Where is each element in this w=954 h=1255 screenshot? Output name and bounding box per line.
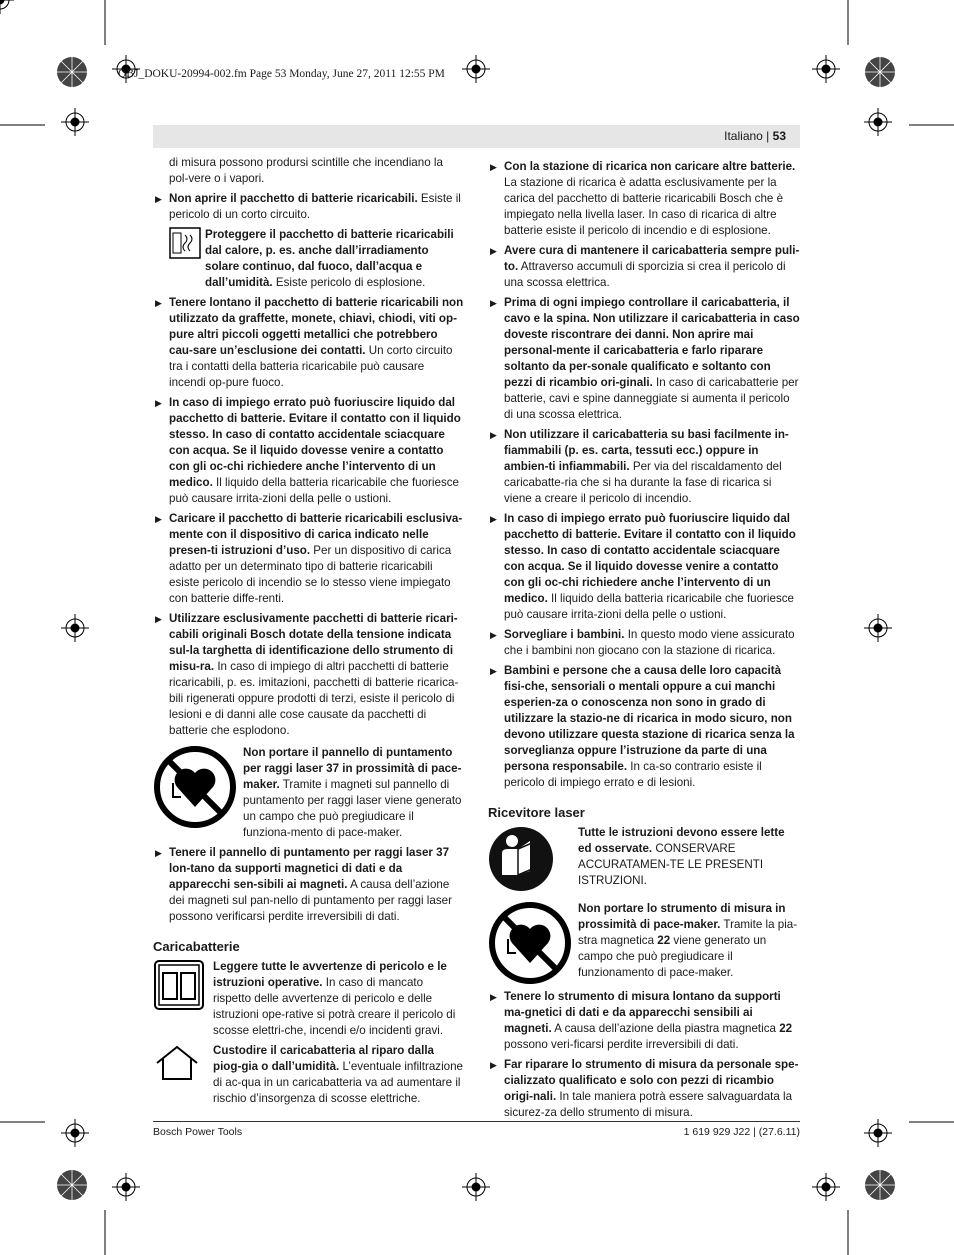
list-item: ▶ Con la stazione di ricarica non caricare altre batterie. La stazione di ricarica è adatta esclusivamente per la carica del pacchetto di batterie ricaricabili Bosch che è impiegato nella livella laser. In caso di ricarica di altre batterie esiste il pericolo di incendio e di esplosione. — [490, 160, 796, 237]
read-instructions-item: Tutte le istruzioni devono essere lette ed osservate. CONSERVARE ACCURATAMEN-TE LE PRESENTI ISTRUZIONI. — [488, 825, 800, 893]
footer-doc-number: 1 619 929 J22 | (27.6.11) — [683, 1126, 800, 1138]
list-item: ▶ Tenere il pannello di puntamento per raggi laser 37 lon-tano da supporti magnetici di dati e da apparecchi sen-sibili ai magneti. A causa dell’azione dei magneti sul pan-nello di puntamento per raggi laser possono verificarsi perdite irreversibili di dati. — [155, 846, 452, 923]
list-item: ▶ Prima di ogni impiego controllare il caricabatteria, il cavo e la spina. Non utilizzare il caricabatteria in caso doveste riscontrare dei danni. Non aprire mai personal-mente il caricabatteria e farlo riparare soltanto da per-sonale qualificato e soltanto con pezzi di ricambio ori-ginali. In caso di caricabatterie per batterie, cavi e spine danneggiate si aumenta il pericolo di una scossa elettrica. — [490, 296, 800, 421]
pacemaker-prohibited-icon — [488, 901, 572, 985]
left-column — [153, 155, 464, 1107]
section-heading: Ricevitore laser — [488, 805, 585, 820]
list-item: ▶ In caso di impiego errato può fuoriuscire liquido dal pacchetto di batterie. Evitare il contatto con il liquido stesso. In caso di contatto accidentale sciacquare con acqua. Se il liquido dovesse venire a contatto con gli oc-chi richiedere anche l’intervento di un medico. Il liquido della batteria ricaricabile che fuoriesce può causare irrita-zioni della pelle o ustioni. — [155, 396, 461, 505]
continued-text: di misura possono prodursi scintille che incendiano la pol-vere o i vapori. — [169, 156, 443, 185]
list-item: ▶ Sorvegliare i bambini. In questo modo viene assicurato che i bambini non giocano con la stazione di ricarica. — [490, 628, 795, 657]
section-heading: Caricabatterie — [153, 939, 240, 954]
list-item: ▶ Tenere lontano il pacchetto di batterie ricaricabili non utilizzato da graffette, monete, chiavi, chiodi, viti op-pure altri piccoli oggetti metallici che potrebbero cau-sare un’esclusione dei contatti. Un corto circuito tra i contatti della batteria ricaricabile può causare incendi op-pure fuoco. — [155, 296, 464, 389]
list-item: ▶ Far riparare lo strumento di misura da personale spe-cializzato qualificato e solo con pezzi di ricambio origi-nali. In tale maniera potrà essere salvaguardata la sicurez-za dello strumento di misura. — [490, 1058, 799, 1119]
indoor-warning-item: Custodire il caricabatteria al riparo dalla piog-gia o dall’umidità. L’eventuale infiltrazione di ac-qua in un caricabatteria va ad aumentare il rischio d’insorgenza di scosse elettriche. — [153, 1043, 464, 1107]
footer-brand: Bosch Power Tools — [153, 1126, 243, 1138]
file-info-line: OBJ_DOKU-20994-002.fm Page 53 Monday, June 27, 2011 12:55 PM — [118, 68, 445, 80]
list-item: ▶ Non aprire il pacchetto di batterie ricaricabili. Esiste il pericolo di un corto circuito. — [155, 192, 461, 221]
list-item: ▶ Utilizzare esclusivamente pacchetti di batterie ricari-cabili originali Bosch dotate della tensione indicata sul-la targhetta di identificazione dello strumento di misu-ra. In caso di impiego di altri pacchetti di batterie ricaricabili, p. es. imitazioni, pacchetti di batterie ricarica-bili rigenerati oppure prodotti di terzi, esiste il pericolo di lesioni e di danni alle cose causate da pacchetti di batterie che esplodono. — [155, 612, 459, 737]
list-item: ▶ Caricare il pacchetto di batterie ricaricabili esclusiva-mente con il dispositivo di carica indicato nelle presen-ti istruzioni d’uso. Per un dispositivo di carica adatto per un determinato tipo di batterie ricaricabili esiste pericolo di incendio se lo stesso viene impiegato con batterie diffe-renti. — [155, 512, 463, 605]
read-manual-icon — [153, 959, 205, 1011]
pacemaker-warning-item: Non portare il pannello di puntamento per raggi laser 37 in prossimità di pace-maker. Tramite i magneti sul pannello di puntamento per raggi laser viene generato un campo che può pregiudicare il funziona-mento di pace-maker. — [153, 745, 464, 841]
pacemaker-prohibited-icon — [153, 745, 237, 829]
list-item: ▶ Bambini e persone che a causa delle loro capacità fisi-che, sensoriali o mentali oppure a cui manchi esperien-za o conoscenza non sono in grado di utilizzare la stazio-ne di ricarica in modo sicuro, non devono utilizzare questa stazione di ricarica senza la sorveglianza oppure l’istruzione da parte di una persona responsabile. In ca-so contrario esiste il pericolo di impiego errato e di lesioni. — [490, 664, 795, 789]
list-item: ▶ In caso di impiego errato può fuoriuscire liquido dal pacchetto di batterie. Evitare il contatto con il liquido stesso. In caso di contatto accidentale sciacquare con acqua. Se il liquido dovesse venire a contatto con gli oc-chi richiedere anche l’intervento di un medico. Il liquido della batteria ricaricabile che fuoriesce può causare irrita-zioni della pelle o ustioni. — [490, 512, 796, 621]
pacemaker-warning-item: Non portare lo strumento di misura in prossimità di pace-maker. Tramite la pia-stra magnetica 22 viene generato un campo che può pregiudicare il funzionamento di pace-maker. — [488, 901, 800, 985]
right-column — [488, 155, 800, 1121]
page-number: 53 — [772, 129, 786, 143]
read-instructions-icon — [488, 825, 572, 893]
indoor-use-icon — [153, 1043, 205, 1083]
list-item: ▶ Non utilizzare il caricabatteria su basi facilmente in-fiammabili (p. es. carta, tessuti ecc.) oppure in ambien-ti infiammabili. Per via del riscaldamento del caricabatte-ria che si ha durante la fase di ricarica si viene a creare il pericolo di incendio. — [490, 428, 789, 505]
list-item: ▶ Avere cura di mantenere il caricabatteria sempre puli-to. Attraverso accumuli di sporcizia si crea il pericolo di una scossa elettrica. — [490, 244, 800, 289]
manual-warning-item: Leggere tutte le avvertenze di pericolo e le istruzioni operative. In caso di mancato rispetto delle avvertenze di pericolo e delle istruzioni ope-rative si potrà creare il pericolo di scosse elettri-che, incendi e/o incidenti gravi. — [153, 959, 464, 1039]
language-label: Italiano | — [724, 129, 770, 143]
footer-rule — [153, 1121, 800, 1122]
heat-warning-item: Proteggere il pacchetto di batterie ricaricabili dal calore, p. es. anche dall’irradiamento solare continuo, dal fuoco, dall’acqua e dall’umidità. Esiste pericolo di esplosione. — [153, 227, 464, 291]
page-header — [724, 129, 786, 143]
heat-sun-icon — [169, 227, 201, 259]
header-band — [153, 125, 800, 148]
list-item: ▶ Tenere lo strumento di misura lontano da supporti ma-gnetici di dati e da apparecchi sensibili ai magneti. A causa dell’azione della piastra magnetica 22 possono veri-ficarsi perdite irreversibili di dati. — [490, 990, 793, 1051]
